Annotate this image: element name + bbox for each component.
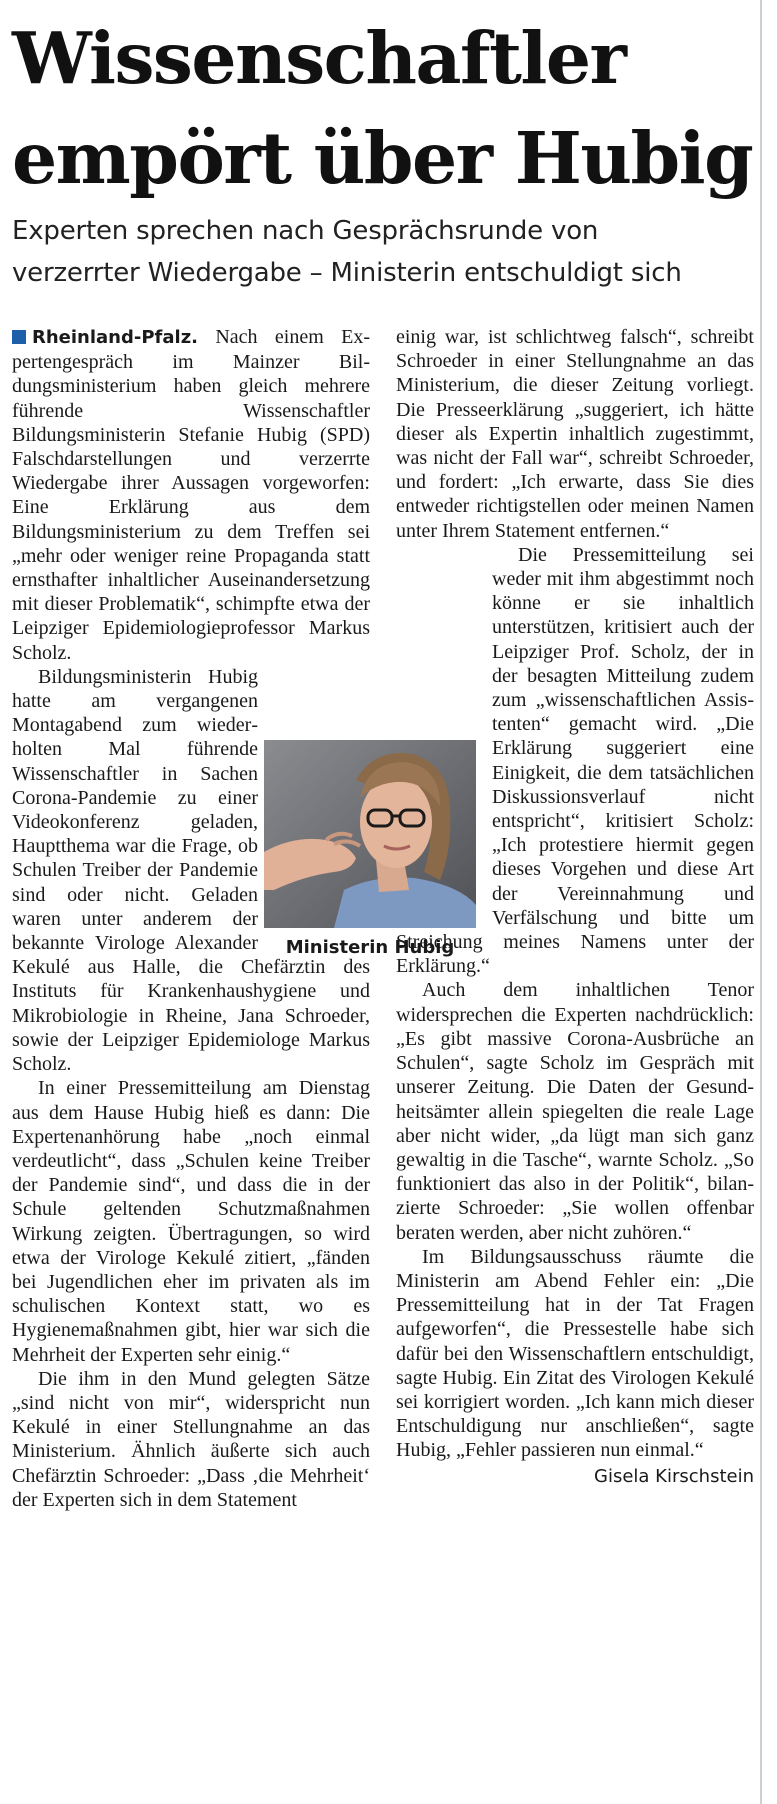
photo-caption: Ministerin Hubig [285, 937, 455, 958]
headline-line-2: empört über Hubig [12, 116, 753, 200]
paragraph-right-1: einig war, ist schlichtweg falsch“, schreibt Schroeder in einer Stellungnahme an das Ministerium, die dieser Zeitung vorliegt. Die Presseerklärung „suggeriert, ich hätte dieser als Expertin inhaltlich zugestimmt, was nicht der Fall war“, schreibt Schroeder, und fordert: „Ich erwarte, dass Sie dies entweder richtigstellen oder meinen Namen unter Ihrem Statement entfernen.“ [396, 326, 754, 542]
paragraph-right-3: Auch dem inhaltlichen Tenor widersprechen die Experten nachdrücklich: „Es gibt massive Corona-Ausbrüche an Schulen“, sagte Scholz im Gespräch mit unserer Zeitung. Die Daten der Gesundheitsämter allein spiegelten die reale Lage aber nicht wider, „da lügt man sich ganz gewaltig in die Tasche“, warnte Scholz. „So funktioniert das also in der Politik“, bilanzierte Schroeder: „Sie wollen offenbar beraten werden, aber nicht zuhören.“ [396, 979, 754, 1244]
paragraph-intro-text: Nach einem Expertengespräch im Mainzer Bildungsministerium haben gleich mehrere führende Wissenschaftler Bildungsministerin Stefanie Hubig (SPD) Falschdarstellungen und verzerrte Wiedergabe ihrer Aussagen vorgeworfen: Eine Erklärung aus dem Bildungsministerium zu dem Treffen sei „mehr oder weniger reine Propaganda statt ernsthafter inhaltlicher Auseinandersetzung mit dieser Problematik“, schimpfte etwa der Leipziger Epidemiologieprofessor Markus Scholz. [12, 326, 370, 664]
dateline: Rheinland-Pfalz. [32, 327, 199, 348]
paragraph-right-4: Im Bildungsausschuss räumte die Ministerin am Abend Fehler ein: „Die Pressemitteilung hat in der Tat Fragen aufgeworfen“, die Pressestelle habe sich dafür bei den Wissenschaftlern entschuldigt, sagte Hubig. Ein Zitat des Virologen Kekulé sei korrigiert worden. „Ich kann mich dieser Entschuldigung nur anschließen“, sagte Hubig, „Fehler passieren nun einmal.“ [396, 1245, 754, 1462]
subheadline [12, 210, 752, 294]
paragraph-left-4: Die ihm in den Mund gelegten Sätze „sind nicht von mir“, widerspricht nun Kekulé in einer Stellungnahme an das Ministerium. Ähnlich äußerte sich auch Chefärztin Schroeder: „Dass ‚die Mehrheit‘ der Experten sich in dem Statement [12, 1367, 370, 1511]
paragraph-intro [12, 325, 370, 665]
minister-portrait-photo [264, 740, 476, 928]
headline-line-1: Wissenschaftler [12, 16, 626, 100]
headline [12, 8, 752, 208]
author-byline: Gisela Kirschstein [594, 1465, 754, 1487]
paragraph-left-3: In einer Pressemitteilung am Dienstag aus dem Hause Hubig hieß es dann: Die Expertenanhörung habe „noch einmal verdeutlicht“, dass „Schulen keine Treiber der Pandemie sind“, und dass die in der Schule geltenden Schutzmaßnahmen Wirkung zeigten. Übertragungen, so wird etwa der Virologe Kekulé zitiert, „fänden bei Jugendlichen eher im privaten als im schulischen Kontext statt, wo es Hygienemaßnahmen gibt, hier war sich die Mehrheit der Experten sehr einig.“ [12, 1077, 370, 1366]
subheadline-line-2: verzerrter Wiedergabe – Ministerin entschuldigt sich [12, 258, 682, 288]
paragraph-right-2-text: Die Pressemitteilung sei weder mit ihm abgestimmt noch könne er sie inhaltlich unterstützen, kritisiert auch der Leipziger Prof. Scholz, der in der besagten Mitteilung zudem zum „wissenschaftlichen Assistenten“ gemacht wird. „Die Erklärung suggeriert eine Einigkeit, die dem tatsächlichen Diskussionsverlauf nicht entspricht“, kritisiert Scholz: „Ich protestiere hiermit gegen dieses Vorgehen und diese Art der Vereinnahmung und Verfälschung und bitte um Streichung meines Namens unter der Erklärung.“ [396, 543, 754, 978]
subheadline-line-1: Experten sprechen nach Gesprächsrunde von [12, 216, 599, 246]
section-marker-icon [12, 330, 26, 344]
paragraph-left-2-text: Bildungsministerin Hubig hatte am vergangenen Montagabend zum wiederholten Mal führende Wissenschaftler in Sachen Corona-Pandemie zu einer Videokonferenz geladen, Hauptthema war die Frage, ob Schulen Treiber der Pandemie sind oder nicht. Geladen waren unter anderem der bekannte Virologe Alexander Kekulé aus Halle, die Chefärztin des Instituts für Krankenhaushygiene und Mikrobiologie in Rheine, Jana Schroeder, sowie der Leipziger Epidemiologe Markus Scholz. [12, 665, 370, 1076]
page-edge-rule [760, 0, 762, 1804]
